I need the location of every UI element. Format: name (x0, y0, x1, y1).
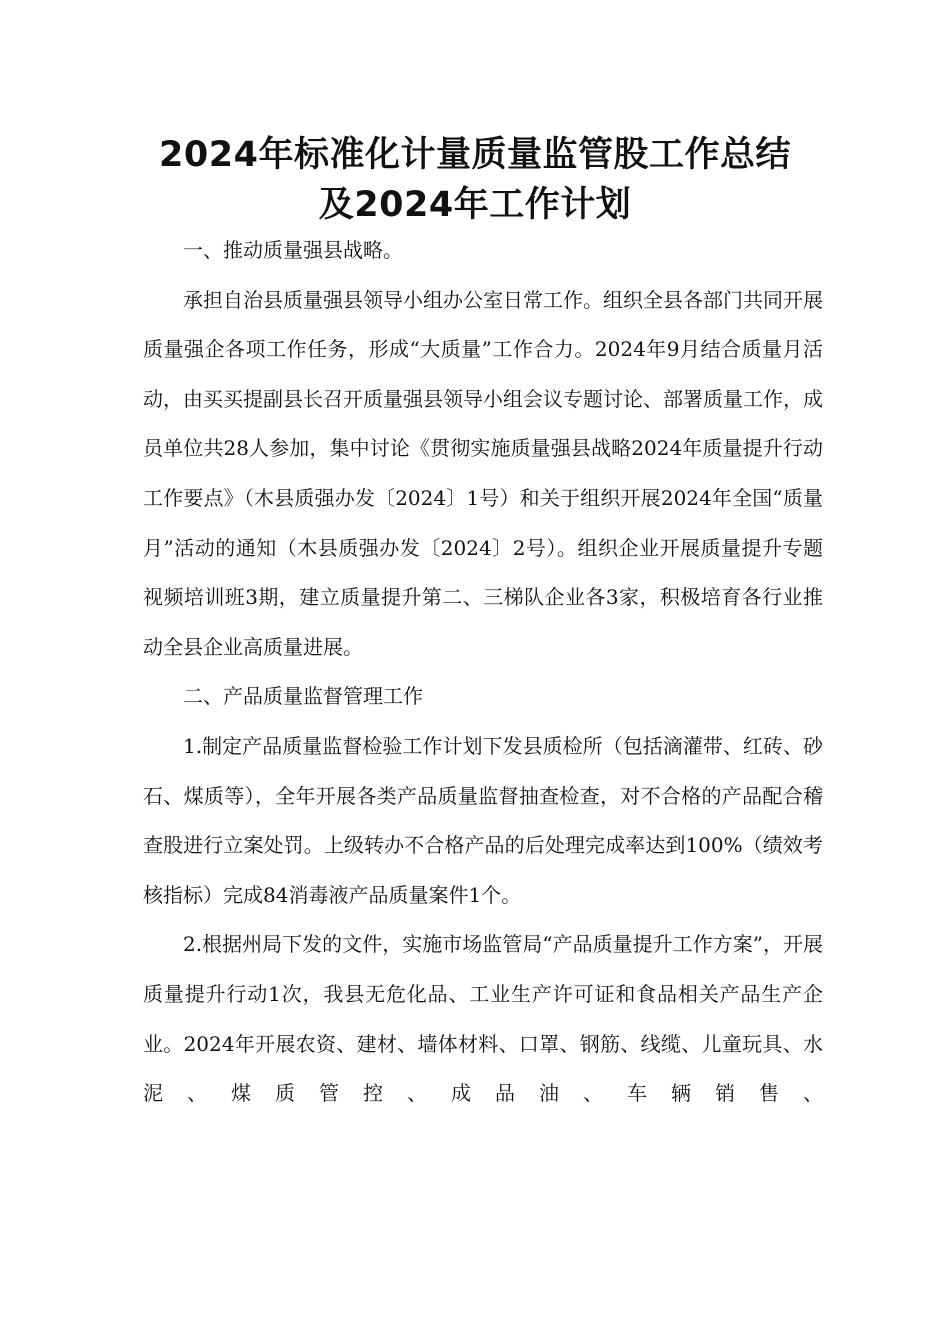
section-1-heading: 一、推动质量强县战略。 (183, 238, 403, 262)
section-2-heading: 二、产品质量监督管理工作 (183, 684, 423, 709)
document-body (143, 226, 823, 1119)
section-1-paragraph: 承担自治县质量强县领导小组办公室日常工作。组织全县各部门共同开展质量强企各项工作任务，形成“大质量”工作合力。2024年9月结合质量月活动，由买买提副县长召开质量强县领导小组会议专题讨论、部署质量工作，成员单位共28人参加，集中讨论《贯彻实施质量强县战略2024年质量提升行动工作要点》（木县质强办发〔2024〕1号）和关于组织开展2024年全国“质量月”活动的通知（木县质强办发〔2024〕2号）。组织企业开展质量提升专题视频培训班3期，建立质量提升第二、三梯队企业各3家，积极培育各行业推动全县企业高质量进展。 (143, 287, 823, 659)
section-2-item-2: 2.根据州局下发的文件，实施市场监管局“产品质量提升工作方案”，开展质量提升行动1次，我县无危化品、工业生产许可证和食品相关产品生产企业。2024年开展农资、建材、墙体材料、口罩、钢筋、线缆、儿童玩具、水泥、煤质管控、成品油、车辆销售、 (143, 932, 823, 1106)
document-title-line-2: 及2024年工作计划 (318, 185, 632, 225)
section-2-item-1: 1.制定产品质量监督检验工作计划下发县质检所（包括滴灌带、红砖、砂石、煤质等），全年开展各类产品质量监督抽查检查，对不合格的产品配合稽查股进行立案处罚。上级转办不合格产品的后处理完成率达到100%（绩效考核指标）完成84消毒液产品质量案件1个。 (143, 733, 823, 907)
document-title-line-1: 2024年标准化计量质量监管股工作总结 (159, 135, 791, 175)
